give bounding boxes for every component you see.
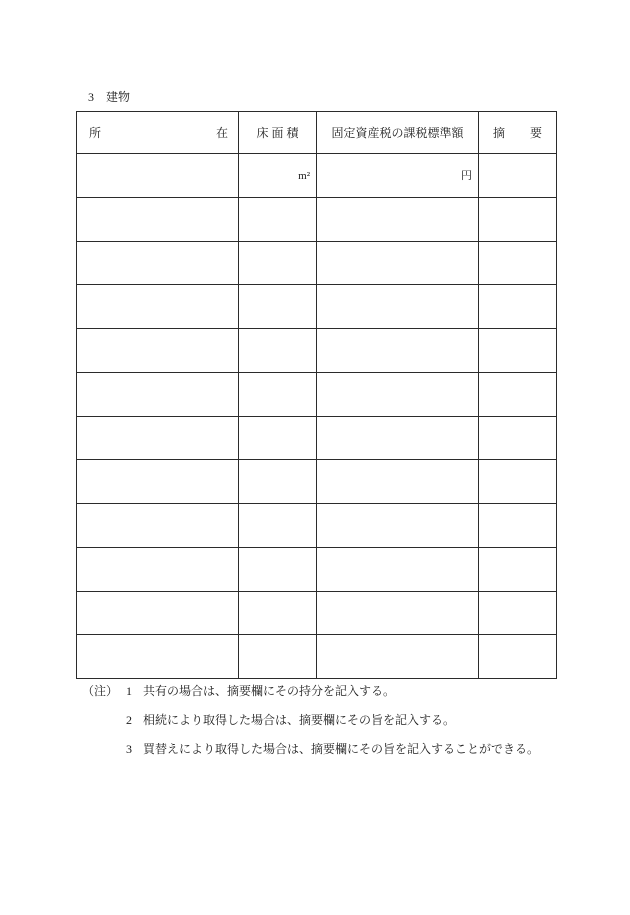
cell-floor-area xyxy=(239,635,317,679)
table-row xyxy=(77,329,557,373)
cell-remarks xyxy=(479,591,557,635)
cell-location xyxy=(77,241,239,285)
table-row xyxy=(77,635,557,679)
table-row xyxy=(77,460,557,504)
cell-location xyxy=(77,197,239,241)
cell-floor-area xyxy=(239,504,317,548)
cell-floor-area xyxy=(239,154,317,198)
building-table xyxy=(76,111,557,679)
cell-floor-area xyxy=(239,197,317,241)
table-row xyxy=(77,372,557,416)
cell-floor-area xyxy=(239,285,317,329)
cell-floor-area xyxy=(239,241,317,285)
cell-floor-area xyxy=(239,416,317,460)
table-row xyxy=(77,416,557,460)
table-row xyxy=(77,154,557,198)
cell-remarks xyxy=(479,154,557,198)
cell-remarks xyxy=(479,416,557,460)
cell-floor-area xyxy=(239,329,317,373)
cell-location xyxy=(77,591,239,635)
cell-tax-base xyxy=(317,416,479,460)
table-row xyxy=(77,285,557,329)
cell-tax-base xyxy=(317,329,479,373)
cell-location xyxy=(77,547,239,591)
cell-remarks xyxy=(479,635,557,679)
header-location xyxy=(77,112,239,154)
cell-remarks xyxy=(479,460,557,504)
header-remarks xyxy=(479,112,557,154)
table-row xyxy=(77,591,557,635)
header-location-char-1: 所 xyxy=(89,126,102,140)
cell-tax-base xyxy=(317,154,479,198)
unit-label: m² xyxy=(298,169,310,182)
header-floor-area: 床 面 積 xyxy=(239,112,317,154)
header-location-char-2: 在 xyxy=(215,126,228,140)
header-row xyxy=(77,112,557,154)
header-remarks-char-1: 摘 xyxy=(493,126,506,140)
cell-floor-area xyxy=(239,591,317,635)
cell-tax-base xyxy=(317,285,479,329)
cell-tax-base xyxy=(317,591,479,635)
cell-remarks xyxy=(479,504,557,548)
cell-floor-area xyxy=(239,372,317,416)
table-row xyxy=(77,504,557,548)
cell-floor-area xyxy=(239,460,317,504)
cell-remarks xyxy=(479,241,557,285)
notes-label: （注） xyxy=(82,684,119,698)
cell-tax-base xyxy=(317,635,479,679)
note-number: 2 xyxy=(126,713,132,727)
cell-tax-base xyxy=(317,547,479,591)
note-item xyxy=(82,683,539,712)
table-body xyxy=(77,154,557,679)
note-text: 相続により取得した場合は、摘要欄にその旨を記入する。 xyxy=(143,713,456,727)
cell-location xyxy=(77,460,239,504)
table-row xyxy=(77,197,557,241)
cell-tax-base xyxy=(317,241,479,285)
table-header xyxy=(77,112,557,154)
section-number: 3 xyxy=(88,90,94,104)
cell-location xyxy=(77,416,239,460)
cell-remarks xyxy=(479,197,557,241)
unit-label: 円 xyxy=(461,170,472,183)
cell-floor-area xyxy=(239,547,317,591)
header-tax-base: 固定資産税の課税標準額 xyxy=(317,112,479,154)
note-number: 3 xyxy=(126,742,132,756)
cell-location xyxy=(77,329,239,373)
notes xyxy=(82,683,539,770)
cell-location xyxy=(77,285,239,329)
cell-tax-base xyxy=(317,372,479,416)
cell-tax-base xyxy=(317,460,479,504)
cell-remarks xyxy=(479,329,557,373)
table-row xyxy=(77,241,557,285)
cell-tax-base xyxy=(317,504,479,548)
cell-location xyxy=(77,635,239,679)
section-heading xyxy=(88,90,130,104)
note-item xyxy=(82,741,539,770)
cell-remarks xyxy=(479,285,557,329)
note-text: 共有の場合は、摘要欄にその持分を記入する。 xyxy=(143,684,396,698)
cell-remarks xyxy=(479,372,557,416)
note-number: 1 xyxy=(126,684,132,698)
cell-location xyxy=(77,154,239,198)
note-item xyxy=(82,712,539,741)
header-remarks-char-2: 要 xyxy=(529,126,542,140)
cell-tax-base xyxy=(317,197,479,241)
cell-location xyxy=(77,504,239,548)
section-title: 建物 xyxy=(106,90,131,104)
cell-remarks xyxy=(479,547,557,591)
table-row xyxy=(77,547,557,591)
note-text: 買替えにより取得した場合は、摘要欄にその旨を記入することができる。 xyxy=(143,742,540,756)
cell-location xyxy=(77,372,239,416)
